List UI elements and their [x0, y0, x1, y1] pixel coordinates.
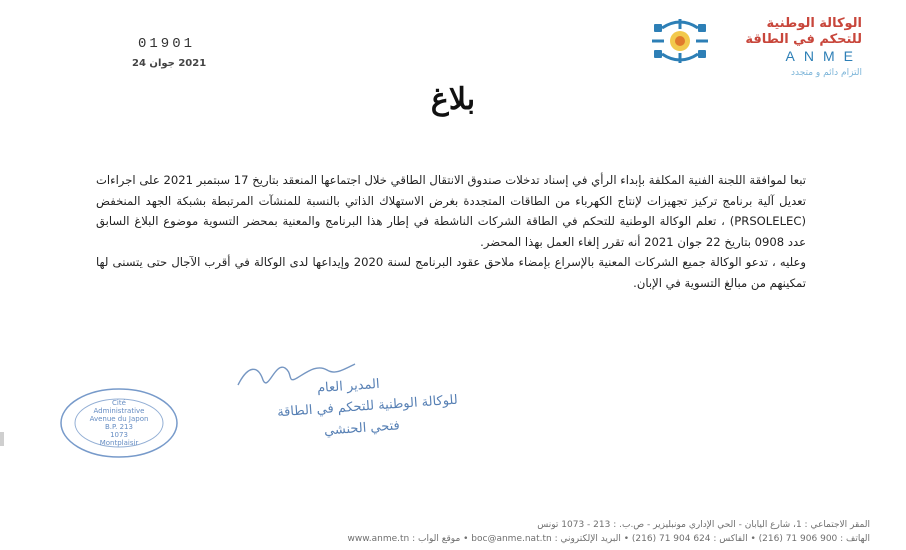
- document-date: 2021 جوان 24: [132, 58, 207, 69]
- signature-block: [180, 355, 460, 455]
- official-stamp-icon: [57, 385, 187, 460]
- stamp-line-1: Cité: [112, 399, 126, 407]
- org-name-ar-line1: الوكالة الوطنية: [766, 16, 862, 31]
- body-paragraph-1: تبعا لموافقة اللجنة الفنية المكلفة بإبداء الرأي في إسناد تدخلات صندوق الانتقال الطاقي خلال اجتماعها المنعقد بتاريخ 17 سبتمبر 2021 على اجراءات تعديل آلية برنامج تركيز تجهيزات لإنتاج الكهرباء من الطاقات المتجددة بغرض الاستهلاك الذاتي بالنسبة للمنشآت المرتبطة بشبكة الجهد المنخفض (PRSOLELEC) ، تعلم الوكالة الوطنية للتحكم في الطاقة الشركات الناشطة في إطار هذا البرنامج والمعنية بمحضر التسوية موضوع البلاغ السابق عدد 0908 بتاريخ 22 جوان 2021 أنه تقرر إلغاء العمل بهذا المحضر.: [96, 173, 807, 249]
- footer-contacts: الهاتف : 900 906 71 (216) • الفاكس : 624 904 71 (216) • البريد الإلكتروني : boc@anme.nat.tn • موقع الواب : www.anme.tn: [347, 534, 870, 544]
- stamp-line-6: Montplaisir: [99, 439, 139, 447]
- org-name-en: ANME: [785, 48, 862, 64]
- org-name-ar-line2: للتحكم في الطاقة: [745, 32, 862, 47]
- org-slogan: التزام دائم و متجدد: [790, 68, 862, 78]
- org-logo-block: [632, 14, 862, 78]
- stamp-line-5: 1073: [110, 431, 128, 439]
- signature-title: المدير العام: [316, 376, 381, 397]
- page-edge-mark: [0, 432, 4, 446]
- org-name-ar: [702, 16, 862, 48]
- signature-org: للوكالة الوطنية للتحكم في الطاقة: [276, 392, 459, 421]
- footer-address: المقر الاجتماعي : 1، شارع اليابان - الحي الإداري مونبليزير - ص.ب. : 213 - 1073 تونس: [537, 520, 870, 530]
- stamp-line-4: B.P. 213: [105, 423, 133, 431]
- stamp-line-3: Avenue du Japon: [89, 415, 149, 423]
- stamp-line-2: Administrative: [93, 407, 145, 415]
- document-title: بلاغ: [430, 82, 476, 117]
- body-paragraph-2: وعليه ، تدعو الوكالة جميع الشركات المعنية بالإسراع بإمضاء ملاحق عقود البرنامج لسنة 2020 وإيداعها لدى الوكالة في أقرب الآجال حتى يتسنى لها تمكينهم من مبالغ التسوية في الإبان.: [96, 255, 806, 290]
- reference-number: 01901: [138, 36, 196, 52]
- signature-name: فتحي الحنشي: [323, 418, 401, 439]
- document-body: [96, 170, 806, 294]
